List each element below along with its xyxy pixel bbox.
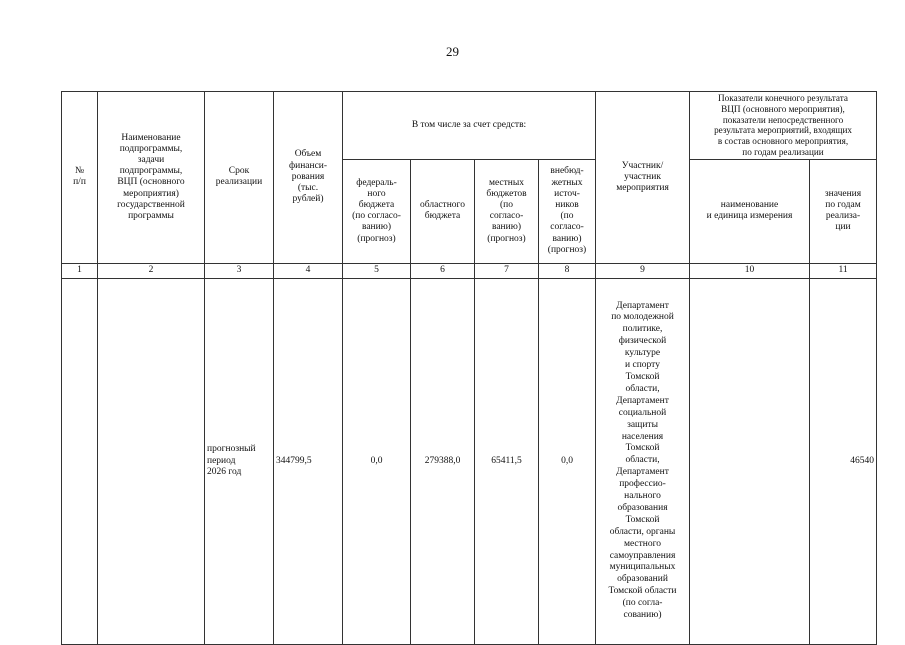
cell-federal: 0,0	[343, 278, 411, 644]
program-table	[61, 91, 877, 645]
header-regional: областного бюджета	[411, 159, 475, 263]
cell-indicator-value: 46540	[810, 278, 877, 644]
header-extrabudget: внебюд- жетных источ- ников (по согласо- ванию) (прогноз)	[539, 159, 596, 263]
cell-regional: 279388,0	[411, 278, 475, 644]
column-number: 8	[539, 263, 596, 278]
column-number: 9	[596, 263, 690, 278]
header-name: Наименование подпрограммы, задачи подпрограммы, ВЦП (основного мероприятия) государственной программы	[98, 92, 205, 264]
cell-participant: Департамент по молодежной политике, физической культуре и спорту Томской области, Департамент социальной защиты населения Томской области, Департамент профессио- нального образования Томской области, органы местного самоуправления муниципальных образований Томской области (по согла- сованию)	[596, 278, 690, 644]
cell-number	[62, 278, 98, 644]
header-volume: Объем финанси- рования (тыс. рублей)	[274, 92, 343, 264]
cell-indicator-name	[690, 278, 810, 644]
column-number: 10	[690, 263, 810, 278]
column-number: 7	[475, 263, 539, 278]
column-number: 3	[205, 263, 274, 278]
header-indicator-value: значения по годам реализа- ции	[810, 159, 877, 263]
header-indicator-name: наименование и единица измерения	[690, 159, 810, 263]
header-sources-group: В том числе за счет средств:	[343, 92, 596, 160]
header-local: местных бюджетов (по согласо- ванию) (прогноз)	[475, 159, 539, 263]
column-number: 5	[343, 263, 411, 278]
column-number: 11	[810, 263, 877, 278]
cell-name	[98, 278, 205, 644]
header-participant: Участник/ участник мероприятия	[596, 92, 690, 264]
header-federal: федераль- ного бюджета (по согласо- ванию) (прогноз)	[343, 159, 411, 263]
header-period: Срок реализации	[205, 92, 274, 264]
column-number: 1	[62, 263, 98, 278]
page-number: 29	[446, 44, 459, 59]
cell-period: прогнозный период 2026 год	[205, 278, 274, 644]
cell-volume: 344799,5	[274, 278, 343, 644]
header-number: № п/п	[62, 92, 98, 264]
cell-extrabudget: 0,0	[539, 278, 596, 644]
table-row	[62, 278, 877, 644]
cell-local: 65411,5	[475, 278, 539, 644]
header-indicators-group: Показатели конечного результата ВЦП (основного мероприятия), показатели непосредственного результата мероприятий, входящих в состав основного мероприятия, по годам реализации	[690, 92, 877, 160]
column-number-row	[62, 263, 877, 278]
column-number: 6	[411, 263, 475, 278]
column-number: 2	[98, 263, 205, 278]
column-number: 4	[274, 263, 343, 278]
